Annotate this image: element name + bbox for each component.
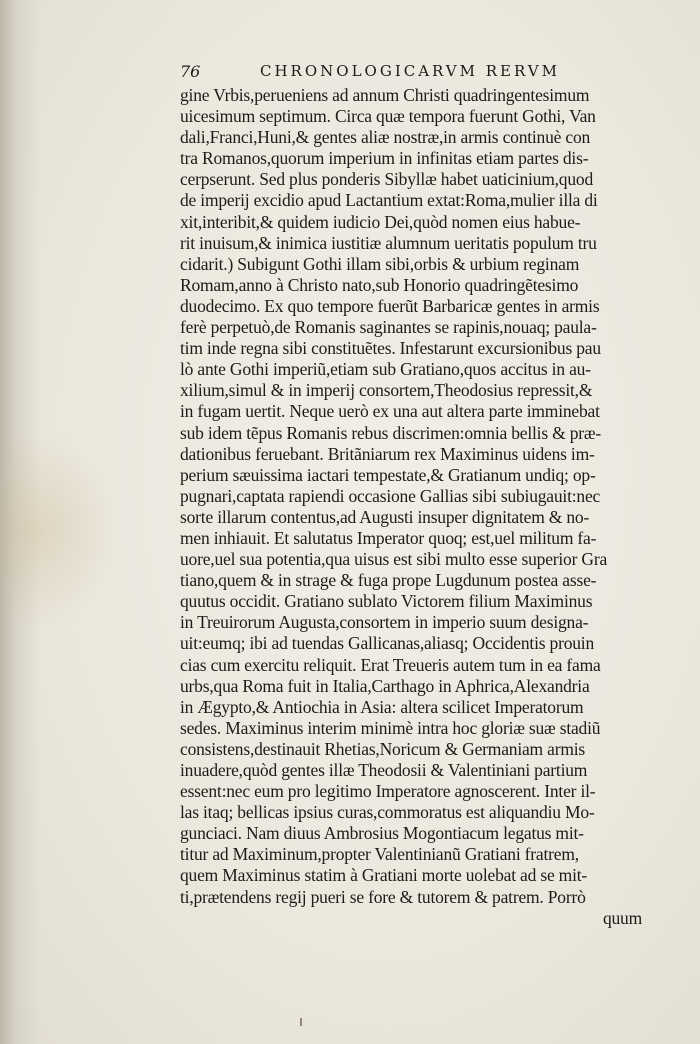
text-line: sub idem tẽpus Romanis rebus discrimen:omnia bellis & præ- <box>180 422 601 443</box>
text-line: titur ad Maximinum,propter Valentinianũ Gratiani fratrem, <box>180 844 579 865</box>
text-line: de imperij excidio apud Lactantium extat:Roma,mulier illa di <box>180 190 598 211</box>
text-line: Romam,anno à Christo nato,sub Honorio quadringẽtesimo <box>180 274 579 295</box>
text-line: uore,uel sua potentia,qua uisus est sibi multo esse superior Gra <box>180 549 608 570</box>
text-line: men inhiauit. Et salutatus Imperator quoq; est,uel militum fa- <box>180 527 597 548</box>
text-line: urbs,qua Roma fuit in Italia,Carthago in Aphrica,Alexandria <box>180 675 590 696</box>
text-line: cias cum exercitu reliquit. Erat Treueris autem tum in ea fama <box>180 654 601 675</box>
text-line: consistens,destinauit Rhetias,Noricum & Germaniam armis <box>180 738 586 759</box>
text-line: las itaq; bellicas ipsius curas,commoratus est aliquandiu Mo- <box>180 802 595 823</box>
text-line: lò ante Gothi imperiũ,etiam sub Gratiano,quos accitus in au- <box>180 359 591 380</box>
text-line: in fugam uertit. Neque uerò ex una aut altera parte imminebat <box>180 401 600 422</box>
text-line: essent:nec eum pro legitimo Imperatore agnoscerent. Inter il- <box>180 781 596 802</box>
text-line: cerpserunt. Sed plus ponderis Sibyllæ habet uaticinium,quod <box>180 169 594 190</box>
text-line: rit inuisum,& inimica iustitiæ alumnum ueritatis populum tru <box>180 232 597 253</box>
text-line: xit,interibit,& quidem iudicio Dei,quòd nomen eius habue- <box>180 211 581 232</box>
text-line: cidarit.) Subigunt Gothi illam sibi,orbis & urbium reginam <box>180 253 580 274</box>
text-line: quutus occidit. Gratiano sublato Victorem filium Maximinus <box>180 591 593 612</box>
catchword: quum <box>602 907 642 928</box>
text-line: gunciaci. Nam diuus Ambrosius Mogontiacum legatus mit- <box>180 823 584 844</box>
text-line: tra Romanos,quorum imperium in infinitas etiam partes dis- <box>180 148 589 169</box>
text-line: sedes. Maximinus interim minimè intra hoc gloriæ suæ stadiũ <box>180 717 601 738</box>
text-line: pugnari,captata rapiendi occasione Gallias sibi subiugauit:nec <box>180 485 601 506</box>
text-line: uicesimum septimum. Circa quæ tempora fuerunt Gothi, Van <box>180 106 596 127</box>
text-line: perium sæuissima iactari tempestate,& Gratianum undiq; op- <box>180 464 596 485</box>
running-head: CHRONOLOGICARVM RERVM <box>260 62 560 80</box>
page-header <box>180 62 640 86</box>
page-number: 76 <box>180 62 201 81</box>
text-line: duodecimo. Ex quo tempore fuerũt Barbaricæ gentes in armis <box>180 295 600 316</box>
text-line: dationibus feruebant. Britãniarum rex Maximinus uidens im- <box>180 443 595 464</box>
text-line: tiano,quem & in strage & fuga prope Lugdunum postea asse- <box>180 570 597 591</box>
text-line: quem Maximinus statim à Gratiani morte uolebat ad se mit- <box>180 865 588 886</box>
text-line: ti,prætendens regij pueri se fore & tutorem & patrem. Porrò <box>180 886 586 907</box>
text-line: ferè perpetuò,de Romanis saginantes se rapinis,nouaq; paula- <box>180 317 597 338</box>
text-line: dali,Franci,Huni,& gentes aliæ nostræ,in armis continuè con <box>180 127 591 148</box>
body-text <box>180 85 642 929</box>
paper-mark <box>300 1018 302 1026</box>
text-line: uit:eumq; ibi ad tuendas Gallicanas,aliasq; Occidentis prouin <box>180 633 595 654</box>
text-line: in Ægypto,& Antiochia in Asia: altera scilicet Imperatorum <box>180 696 584 717</box>
text-line: inuadere,quòd gentes illæ Theodosii & Valentiniani partium <box>180 760 588 780</box>
text-line: gine Vrbis,perueniens ad annum Christi quadringentesimum <box>180 85 590 105</box>
text-line: sorte illarum contentus,ad Augusti insuper dignitatem & no- <box>180 506 590 527</box>
paper-stain <box>0 430 120 630</box>
text-line: in Treuirorum Augusta,consortem in imperio suum designa- <box>180 612 589 633</box>
text-line: tim inde regna sibi constituẽtes. Infestarunt excursionibus pau <box>180 338 601 359</box>
text-line: xilium,simul & in imperij consortem,Theodosius repressit,& <box>180 380 593 401</box>
